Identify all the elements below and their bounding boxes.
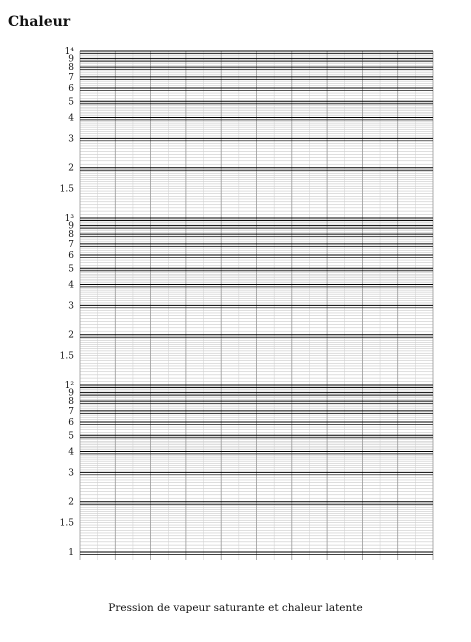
- y-tick-label: 3: [68, 134, 74, 145]
- y-tick-label: 4: [68, 280, 74, 291]
- y-tick-label: 2: [68, 163, 74, 174]
- y-tick-label: 8: [68, 230, 74, 241]
- y-tick-label: 3: [68, 468, 74, 479]
- y-tick-label: 1⁴: [64, 47, 74, 57]
- figure-caption: Pression de vapeur saturante et chaleur latente: [108, 602, 363, 614]
- y-tick-label: 6: [68, 418, 74, 429]
- y-tick-label: 5: [68, 97, 74, 108]
- y-tick-label: 4: [68, 113, 74, 124]
- y-tick-label: 9: [68, 54, 74, 65]
- y-tick-label: 1.5: [59, 351, 74, 362]
- y-tick-label: 1.5: [59, 184, 74, 195]
- y-tick-label: 6: [68, 251, 74, 262]
- y-tick-label: 7: [68, 239, 74, 250]
- y-tick-label: 9: [68, 221, 74, 232]
- y-tick-label: 1³: [64, 214, 74, 224]
- page-title: Chaleur: [8, 14, 71, 30]
- y-tick-label: 9: [68, 388, 74, 399]
- y-tick-label: 8: [68, 63, 74, 74]
- y-tick-label: 1.5: [59, 518, 74, 529]
- y-tick-label: 3: [68, 301, 74, 312]
- y-tick-label: 8: [68, 397, 74, 408]
- y-tick-label: 2: [68, 497, 74, 508]
- y-tick-label: 2: [68, 330, 74, 341]
- y-tick-label: 7: [68, 406, 74, 417]
- y-tick-label: 4: [68, 447, 74, 458]
- y-tick-label: 1: [68, 548, 74, 558]
- y-tick-label: 7: [68, 72, 74, 83]
- y-tick-labels: [60, 47, 75, 558]
- y-tick-label: 5: [68, 264, 74, 275]
- y-tick-label: 5: [68, 431, 74, 442]
- y-tick-label: 6: [68, 84, 74, 95]
- y-tick-label: 1²: [64, 381, 74, 391]
